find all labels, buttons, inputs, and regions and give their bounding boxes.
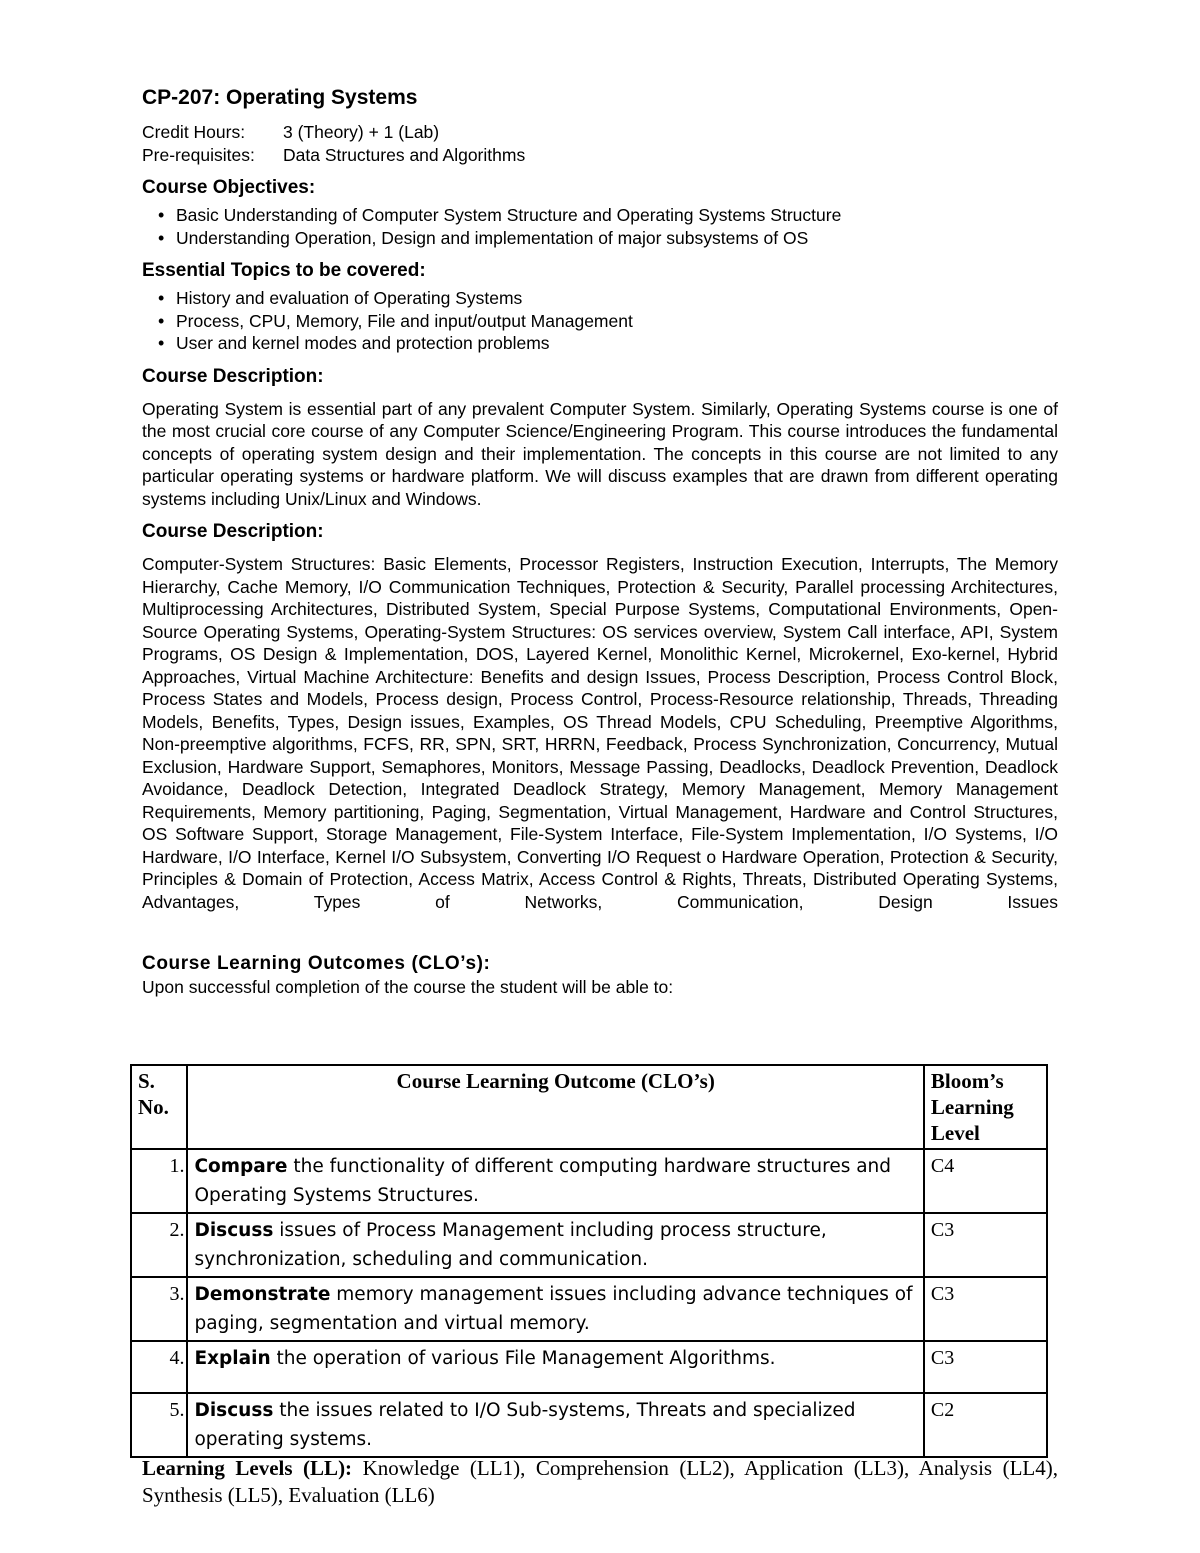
row-sno: 3. [131, 1277, 187, 1341]
learning-levels-text: Knowledge (LL1), Comprehension (LL2), Application (LL3), Analysis (LL4), Synthesis (LL5), Evaluation (LL6) [142, 1456, 1058, 1507]
description-heading-2: Course Description: [142, 521, 324, 542]
row-sno: 4. [131, 1341, 187, 1393]
clo-table [130, 1064, 1048, 1458]
row-level: C3 [924, 1277, 1047, 1341]
outcome-verb: Explain [194, 1348, 271, 1369]
objectives-list [142, 204, 1058, 249]
table-row [131, 1393, 1047, 1457]
credit-hours-value: 3 (Theory) + 1 (Lab) [283, 122, 440, 142]
prereq-row [142, 144, 1058, 167]
header-outcome: Course Learning Outcome (CLO’s) [187, 1065, 923, 1149]
table-row [131, 1277, 1047, 1341]
row-level: C4 [924, 1149, 1047, 1213]
objectives-heading: Course Objectives: [142, 177, 316, 198]
header-sno: S. No. [131, 1065, 187, 1149]
row-level: C3 [924, 1213, 1047, 1277]
table-row [131, 1149, 1047, 1213]
topics-heading: Essential Topics to be covered: [142, 260, 426, 281]
outcome-text: the functionality of different computing hardware structures and Operating Systems Structures. [194, 1156, 892, 1206]
row-level: C3 [924, 1341, 1047, 1393]
row-outcome [187, 1341, 923, 1393]
outcome-verb: Discuss [194, 1220, 274, 1241]
credit-hours-label: Credit Hours: [142, 122, 246, 142]
table-row [131, 1341, 1047, 1393]
learning-levels-legend [142, 1455, 1058, 1509]
prereq-value: Data Structures and Algorithms [283, 144, 526, 165]
description-paragraph: Operating System is essential part of any prevalent Computer System. Similarly, Operating Systems course is one of the most crucial core course of any Computer Science/Engineering Program. This course introduces the fundamental concepts of operating system design and their implementation. The concepts in this course are not limited to any particular operating systems or hardware platform. We will discuss examples that are drawn from different operating systems including Unix/Linux and Windows. [142, 398, 1058, 509]
description-heading: Course Description: [142, 365, 324, 387]
outcome-verb: Discuss [194, 1400, 274, 1421]
outcome-verb: Compare [194, 1156, 288, 1177]
outcome-text: the issues related to I/O Sub-systems, Threats and specialized operating systems. [194, 1400, 856, 1450]
course-document [142, 84, 1058, 997]
credit-hours-row [142, 121, 1058, 144]
row-sno: 5. [131, 1393, 187, 1457]
row-level: C2 [924, 1393, 1047, 1457]
row-outcome [187, 1213, 923, 1277]
objective-item: • Basic Understanding of Computer System Structure and Operating Systems Structure [142, 204, 1058, 227]
topics-list [142, 287, 1058, 355]
outcome-verb: Demonstrate [194, 1284, 331, 1305]
clo-intro: Upon successful completion of the course the student will be able to: [142, 977, 674, 997]
topic-item: • User and kernel modes and protection problems [142, 332, 1058, 355]
topics-detail-paragraph: Computer-System Structures: Basic Elements, Processor Registers, Instruction Execution, Interrupts, The Memory Hierarchy, Cache Memory, I/O Communication Techniques, Protection & Security, Parallel processing Architectures, Multiprocessing Architectures, Distributed System, Special Purpose Systems, Computational Environments, Open-Source Operating Systems, Operating-System Structures: OS services overview, System Call interface, API, System Programs, OS Design & Implementation, DOS, Layered Kernel, Monolithic Kernel, Microkernel, Exo-kernel, Hybrid Approaches, Virtual Machine Architecture: Benefits and design Issues, Process Description, Process Control Block, Process States and Models, Process design, Process Control, Process-Resource relationship, Threads, Threading Models, Benefits, Types, Design issues, Examples, OS Thread Models, CPU Scheduling, Preemptive Algorithms, Non-preemptive algorithms, FCFS, RR, SPN, SRT, HRRN, Feedback, Process Synchronization, Concurrency, Mutual Exclusion, Hardware Support, Semaphores, Monitors, Message Passing, Deadlocks, Deadlock Prevention, Deadlock Avoidance, Deadlock Detection, Integrated Deadlock Strategy, Memory Management, Memory Management Requirements, Memory partitioning, Paging, Segmentation, Virtual Management, Hardware and Control Structures, OS Software Support, Storage Management, File-System Interface, File-System Implementation, I/O Systems, I/O Hardware, I/O Interface, Kernel I/O Subsystem, Converting I/O Request o Hardware Operation, Protection & Security, Principles & Domain of Protection, Access Matrix, Access Control & Rights, Threats, Distributed Operating Systems, Advantages, Types of Networks, Communication, Design Issues [142, 554, 1058, 912]
clo-heading: Course Learning Outcomes (CLO’s): [142, 953, 491, 974]
row-outcome [187, 1149, 923, 1213]
header-level: Bloom’s Learning Level [924, 1065, 1047, 1149]
objective-item: • Understanding Operation, Design and implementation of major subsystems of OS [142, 227, 1058, 250]
clo-table-header [131, 1065, 1047, 1149]
outcome-text: the operation of various File Management Algorithms. [270, 1348, 776, 1369]
prereq-label: Pre-requisites: [142, 144, 255, 165]
outcome-text: memory management issues including advance techniques of paging, segmentation and virtual memory. [194, 1284, 913, 1334]
topic-item: • Process, CPU, Memory, File and input/output Management [142, 310, 1058, 333]
row-sno: 1. [131, 1149, 187, 1213]
learning-levels-label: Learning Levels (LL): [142, 1456, 353, 1480]
row-outcome [187, 1393, 923, 1457]
row-sno: 2. [131, 1213, 187, 1277]
topic-item: • History and evaluation of Operating Systems [142, 287, 1058, 310]
table-row [131, 1213, 1047, 1277]
row-outcome [187, 1277, 923, 1341]
course-title: CP-207: Operating Systems [142, 86, 418, 109]
outcome-text: issues of Process Management including process structure, synchronization, scheduling and communication. [194, 1220, 827, 1270]
